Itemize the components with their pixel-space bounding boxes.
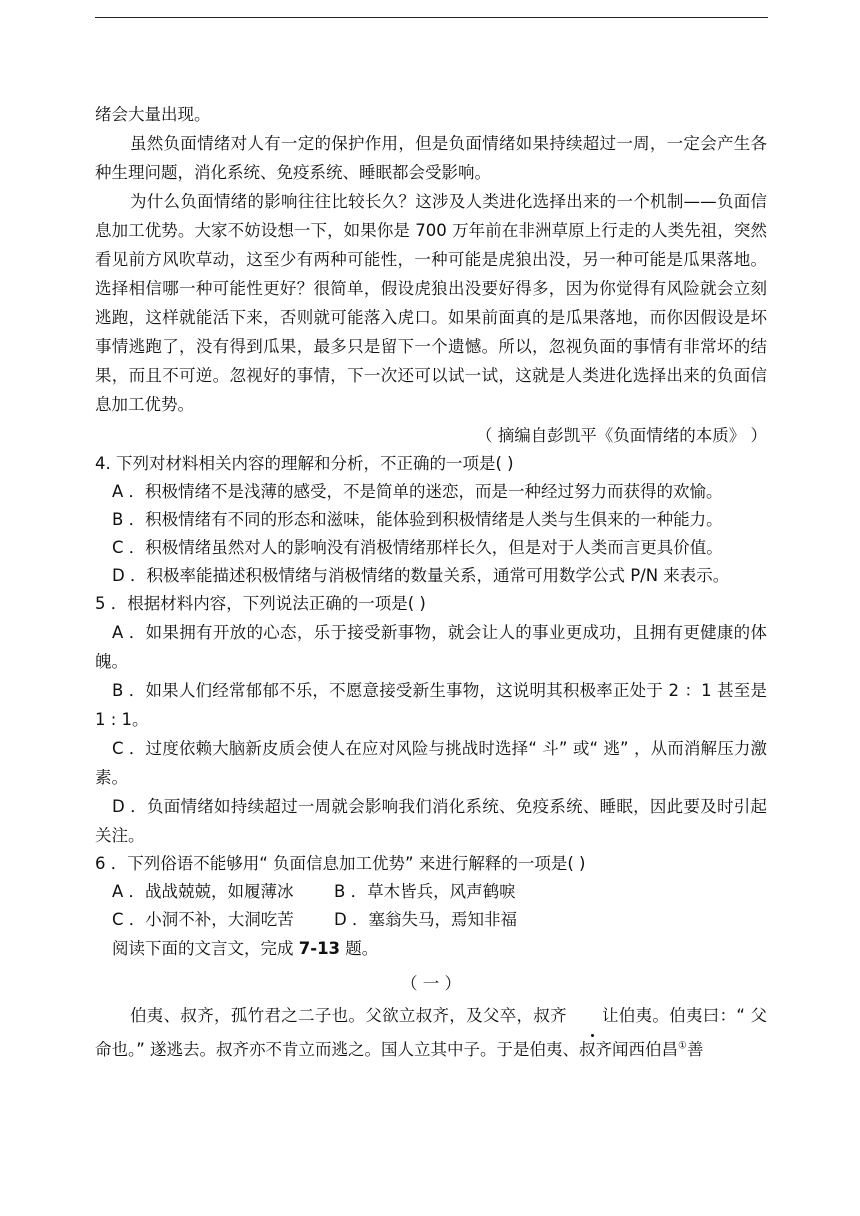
- question-5-option-d: D ．负面情绪如持续超过一周就会影响我们消化系统、免疫系统、睡眠，因此要及时引起关注。: [95, 797, 767, 845]
- question-4-stem: 4. 下列对材料相关内容的理解和分析，不正确的一项是( ): [95, 454, 514, 473]
- question-6: [95, 850, 767, 934]
- passage-paragraph-2: 为什么负面情绪的影响往往比较长久？这涉及人类进化选择出来的一个机制——负面信息加工优势。大家不妨设想一下，如果你是 700 万年前在非洲草原上行走的人类先祖，突然看见前方风吹草动，这至少有两种可能性，一种可能是虎狼出没，另一种可能是瓜果落地。选择相信哪一种可能性更好？很简单，假设虎狼出没要好得多，因为你觉得有风险就会立刻逃跑，这样就能活下来，否则就可能落入虎口。如果前面真的是瓜果落地，而你因假设是坏事情逃跑了，没有得到瓜果，最多只是留下一个遗憾。所以，忽视负面的事情有非常坏的结果，而且不可逆。忽视好的事情，下一次还可以试一试，这就是人类进化选择出来的负面信息加工优势。: [95, 192, 767, 414]
- passage-source: （ 摘编自彭凯平《负面情绪的本质》 ）: [476, 426, 767, 445]
- instruction-text-after: 题。: [340, 939, 379, 958]
- classical-text-part-2: 伯夷。伯夷曰：“ 父命也。” 遂逃去。叔齐亦不肯立而逃之。国人立其中子。于是伯夷、叔齐闻西伯昌: [95, 1006, 767, 1059]
- question-5-stem: 5 ．根据材料内容，下列说法正确的一项是( ): [95, 594, 426, 613]
- question-4-option-a: A ．积极情绪不是浅薄的感受，不是简单的迷恋，而是一种经过努力而获得的欢愉。: [112, 482, 723, 501]
- classical-text-part-1: 伯夷、叔齐，孤竹君之二子也。父欲立叔齐，及父卒，叔齐: [130, 1006, 567, 1025]
- question-6-option-a: A ．战战兢兢，如履薄冰: [112, 882, 294, 901]
- question-4-option-c: C ．积极情绪虽然对人的影响没有消极情绪那样长久，但是对于人类而言更具价值。: [112, 538, 723, 557]
- instruction-text-before: 阅读下面的文言文，完成: [112, 939, 299, 958]
- footnote-marker: ①: [678, 1040, 688, 1052]
- header-rule: [95, 17, 768, 18]
- question-5: [95, 590, 767, 850]
- question-4-option-b: B ．积极情绪有不同的形态和滋味，能体验到积极情绪是人类与生俱来的一种能力。: [112, 510, 723, 529]
- question-6-options-row-1: [95, 878, 767, 906]
- document-body: [95, 100, 767, 1067]
- question-5-option-a: A ．如果拥有开放的心态，乐于接受新事物，就会让人的事业更成功，且拥有更健康的体魄。: [95, 623, 767, 671]
- question-5-option-c: C ．过度依赖大脑新皮质会使人在应对风险与挑战时选择“ 斗” 或“ 逃” ，从而消解压力激素。: [95, 739, 767, 787]
- question-6-option-b: B ．草木皆兵，风声鹤唳: [334, 882, 516, 901]
- passage-paragraph-1: 虽然负面情绪对人有一定的保护作用，但是负面情绪如果持续超过一周，一定会产生各种生理问题，消化系统、免疫系统、睡眠都会受影响。: [95, 134, 767, 182]
- question-range: 7-13: [298, 939, 341, 958]
- emphasis-dotted-character: 让: [567, 999, 619, 1033]
- question-6-option-d: D ．塞翁失马，焉知非福: [334, 910, 517, 929]
- classical-text-part-3: 善: [687, 1040, 704, 1059]
- section-title: （ 一 ）: [401, 974, 461, 993]
- passage-fragment: 绪会大量出现。: [95, 105, 211, 124]
- question-6-options-row-2: [95, 906, 767, 934]
- classical-reading-instruction: [95, 934, 767, 963]
- question-4-option-d: D ．积极率能描述积极情绪与消极情绪的数量关系，通常可用数学公式 P/N 来表示。: [112, 566, 730, 585]
- classical-passage: [95, 999, 767, 1067]
- question-6-option-c: C ．小洞不补，大洞吃苦: [112, 910, 294, 929]
- question-6-stem: 6 ．下列俗语不能够用“ 负面信息加工优势” 来进行解释的一项是( ): [95, 854, 586, 873]
- question-5-option-b: B ．如果人们经常郁郁不乐，不愿意接受新生事物，这说明其积极率正处于 2 ：1 甚至是 1 : 1。: [95, 681, 767, 729]
- question-4: [95, 450, 767, 590]
